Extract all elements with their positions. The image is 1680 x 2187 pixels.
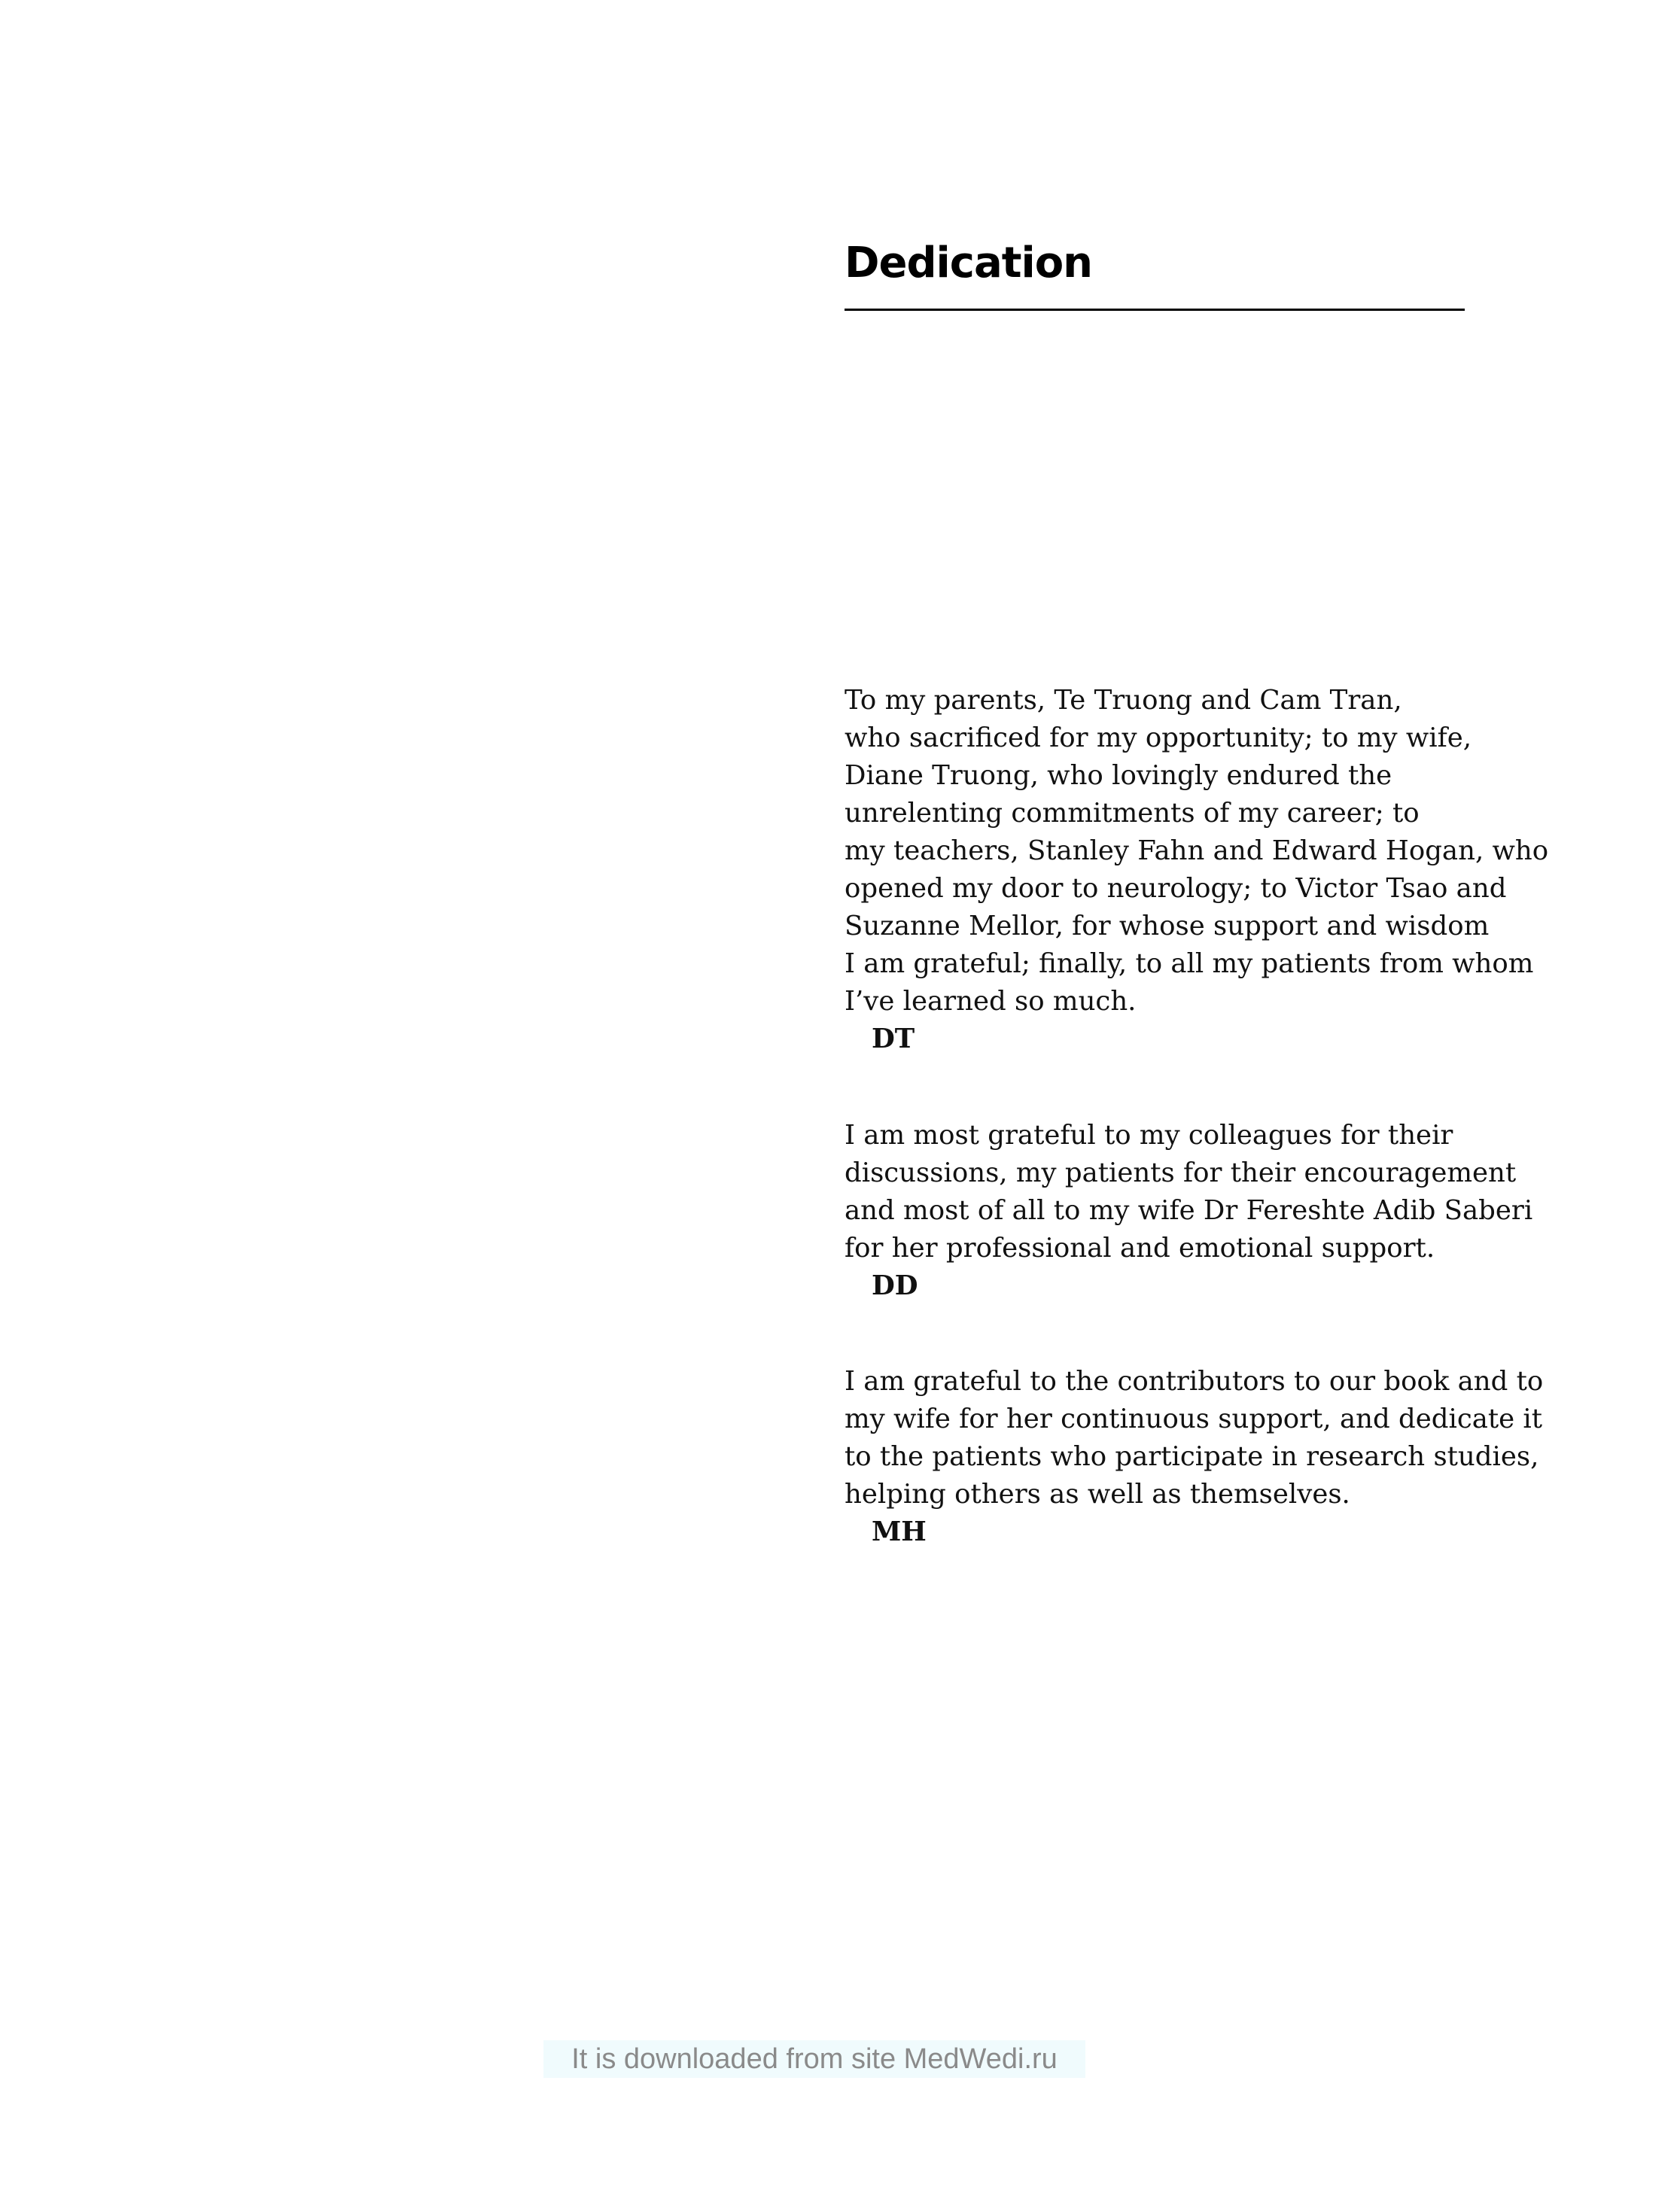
dedication-line: opened my door to neurology; to Victor Tsao and <box>845 873 1507 904</box>
dedication-line: I am grateful; finally, to all my patients from whom <box>845 948 1534 979</box>
watermark: It is downloaded from site MedWedi.ru <box>543 2040 1085 2078</box>
dedication-dd <box>845 1117 1533 1305</box>
dedication-line: Diane Truong, who lovingly endured the <box>845 760 1392 791</box>
dedication-line: and most of all to my wife Dr Fereshte Adib Saberi <box>845 1195 1533 1226</box>
dedication-line: I am most grateful to my colleagues for their <box>845 1120 1453 1151</box>
signature-initials: MH <box>872 1516 927 1547</box>
dedication-line: discussions, my patients for their encouragement <box>845 1157 1517 1188</box>
dedication-line: unrelenting commitments of my career; to <box>845 798 1420 829</box>
dedication-line: I am grateful to the contributors to our book and to <box>845 1366 1544 1397</box>
signature-initials: DD <box>872 1270 918 1301</box>
dedication-mh <box>845 1363 1544 1551</box>
dedication-line: for her professional and emotional support. <box>845 1233 1435 1264</box>
dedication-line: to the patients who participate in research studies, <box>845 1441 1539 1472</box>
dedication-line: I’ve learned so much. <box>845 986 1137 1017</box>
dedication-dt <box>845 682 1549 1058</box>
dedication-line: who sacrificed for my opportunity; to my wife, <box>845 722 1472 753</box>
dedication-line: my wife for her continuous support, and dedicate it <box>845 1404 1543 1434</box>
dedication-line: To my parents, Te Truong and Cam Tran, <box>845 685 1402 716</box>
dedication-line: helping others as well as themselves. <box>845 1479 1350 1510</box>
signature-initials: DT <box>872 1024 915 1054</box>
dedication-line: Suzanne Mellor, for whose support and wisdom <box>845 911 1490 941</box>
title-rule <box>845 309 1465 311</box>
dedication-line: my teachers, Stanley Fahn and Edward Hogan, who <box>845 835 1549 866</box>
page-title: Dedication <box>845 239 1093 287</box>
